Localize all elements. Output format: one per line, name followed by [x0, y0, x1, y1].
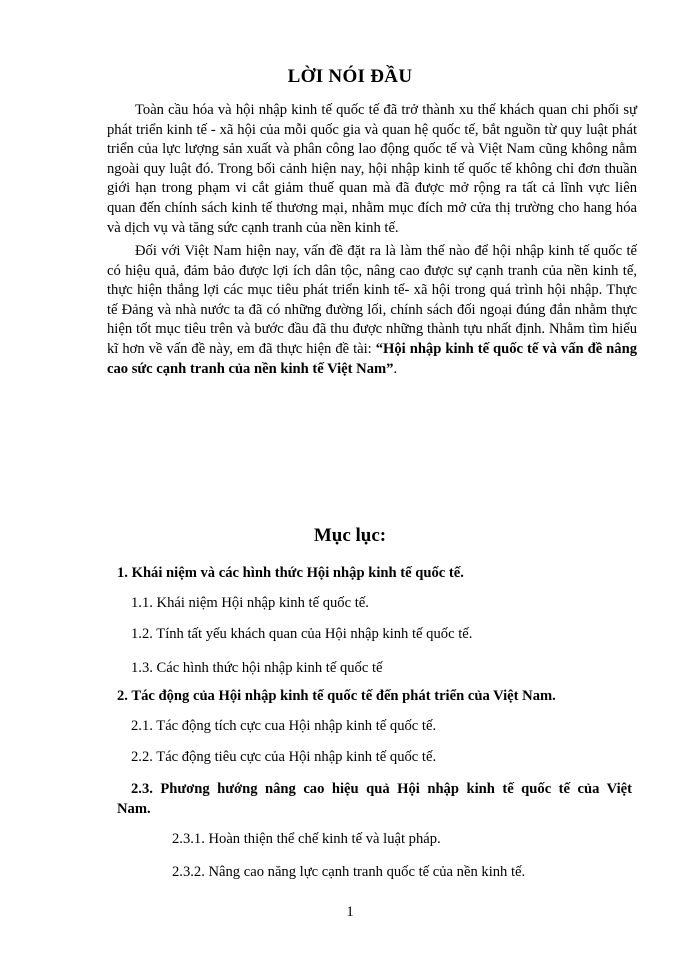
page-title: LỜI NÓI ĐẦU: [287, 66, 413, 87]
toc-section-2: 2. Tác động của Hội nhập kinh tế quốc tế đến phát triển của Việt Nam.: [117, 688, 556, 704]
paragraph-2-text: Đối với Việt Nam hiện nay, vấn đề đặt ra là làm thế nào để hội nhập kinh tế quốc tế có hiệu quả, đảm bảo được lợi ích dân tộc, nâng cao được sự cạnh tranh của nền kinh tế, thực hiện thắng lợi các mục tiêu phát triển kinh tế- xã hội trong quá trình hội nhập. Thực tế Đảng và nhà nước ta đã có những đường lối, chính sách đối ngoại đúng đắn nhằm thực hiện tốt mục tiêu trên và bước đầu đã thu được những thành tựu nhất định. Nhằm tìm hiểu kĩ hơn về vấn đề này, em đã thực hiện đề tài:: [107, 243, 637, 357]
toc-section-1-1: 1.1. Khái niệm Hội nhập kinh tế quốc tế.: [131, 595, 369, 611]
topic-title: “Hội nhập kinh tế quốc tế và vấn đề nâng cao sức cạnh tranh của nền kinh tế Việt Nam”: [107, 340, 638, 377]
toc-section-2-1: 2.1. Tác động tích cực cua Hội nhập kinh tế quốc tế.: [131, 718, 437, 734]
toc-section-1-2: 1.2. Tính tất yếu khách quan của Hội nhập kinh tế quốc tế.: [131, 626, 473, 642]
intro-paragraph-1: Toàn cầu hóa và hội nhập kinh tế quốc tế đã trở thành xu thế khách quan chi phối sự phát triển kinh tế - xã hội của mỗi quốc gia và quan hệ quốc tế, bắt nguồn từ quy luật phát triển của lực lượng sản xuất và phân công lao động quốc tế và Việt Nam cũng không nằm ngoài quy luật đó. Trong bối cảnh hiện nay, hội nhập kinh tế quốc tế không chỉ đơn thuần giới hạn trong phạm vi cắt giảm thuế quan mà đã được mở rộng ra tất cả lĩnh vực liên quan đến chính sách kinh tế thương mại, nhằm mục đích mở cửa thị trường cho hang hóa và dịch vụ và tăng sức cạnh tranh của nền kinh tế.: [107, 102, 637, 236]
toc-title: Mục lục:: [313, 525, 387, 546]
toc-section-2-3-continued: Nam.: [117, 801, 151, 817]
toc-section-2-2: 2.2. Tác động tiêu cực của Hội nhập kinh tế quốc tế.: [131, 749, 437, 765]
toc-section-1-3: 1.3. Các hình thức hội nhập kinh tế quốc tế: [131, 660, 383, 676]
toc-section-2-3-2: 2.3.2. Nâng cao năng lực cạnh tranh quốc tế của nền kinh tế.: [172, 864, 526, 880]
intro-paragraph-2: [107, 242, 637, 379]
toc-section-1: 1. Khái niệm và các hình thức Hội nhập kinh tế quốc tế.: [117, 565, 464, 581]
page-number: 1: [346, 904, 354, 920]
toc-section-2-3: 2.3. Phương hướng nâng cao hiệu quả Hội nhập kinh tế quốc tế của Việt: [131, 781, 632, 797]
toc-section-2-3-1: 2.3.1. Hoàn thiện thể chế kinh tế và luật pháp.: [172, 831, 441, 847]
paragraph-2-end: .: [393, 360, 398, 377]
